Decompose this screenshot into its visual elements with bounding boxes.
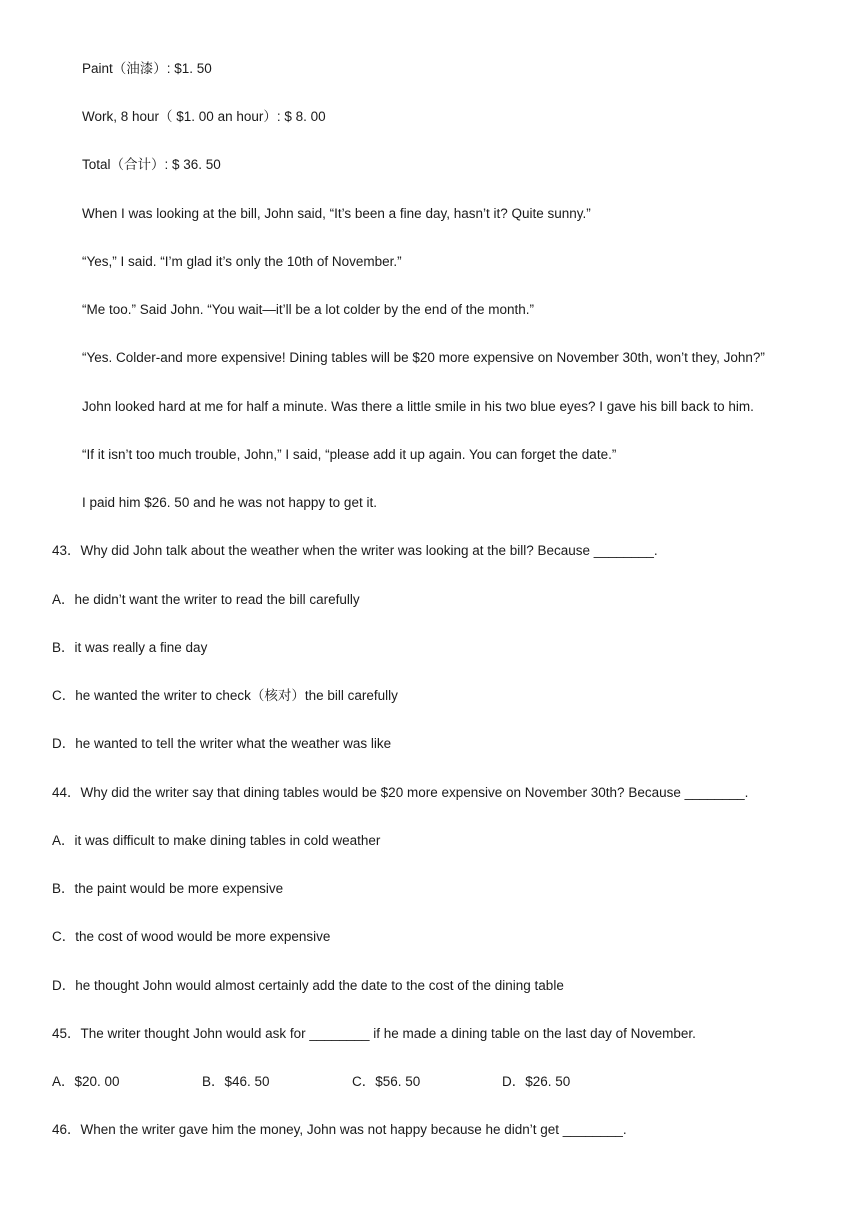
question-44-option-a[interactable]: A．it was difficult to make dining tables in cold weather <box>52 833 381 848</box>
passage-paragraph: “If it isn’t too much trouble, John,” I said, “please add it up again. You can forget the date.” <box>82 447 617 462</box>
question-43-option-a[interactable]: A．he didn’t want the writer to read the bill carefully <box>52 592 360 607</box>
question-44-option-b[interactable]: B．the paint would be more expensive <box>52 881 284 896</box>
passage-paragraph: “Yes,” I said. “I’m glad it’s only the 10th of November.” <box>82 254 402 269</box>
question-44-option-d[interactable]: D．he thought John would almost certainly add the date to the cost of the dining table <box>52 978 564 993</box>
question-43-stem: 43．Why did John talk about the weather when the writer was looking at the bill? Because ________. <box>52 543 658 558</box>
question-44-option-c[interactable]: C．the cost of wood would be more expensive <box>52 929 331 944</box>
question-43-option-b[interactable]: B．it was really a fine day <box>52 640 208 655</box>
bill-line-work: Work, 8 hour（ $1. 00 an hour）: $ 8. 00 <box>82 109 326 124</box>
passage-paragraph: When I was looking at the bill, John said, “It’s been a fine day, hasn’t it? Quite sunny.” <box>82 206 591 221</box>
question-45-option-b[interactable]: B．$46. 50 <box>202 1074 270 1089</box>
passage-paragraph: John looked hard at me for half a minute. Was there a little smile in his two blue eyes? I gave his bill back to him. <box>82 399 754 414</box>
question-43-option-c[interactable]: C．he wanted the writer to check（核对）the bill carefully <box>52 688 398 703</box>
bill-line-paint: Paint（油漆）: $1. 50 <box>82 61 212 76</box>
question-45-option-d[interactable]: D．$26. 50 <box>502 1074 571 1089</box>
passage-paragraph: I paid him $26. 50 and he was not happy to get it. <box>82 495 377 510</box>
question-44-stem: 44．Why did the writer say that dining tables would be $20 more expensive on November 30th? Because ________. <box>52 785 749 800</box>
question-45-options <box>52 1073 812 1091</box>
passage-paragraph: “Yes. Colder-and more expensive! Dining tables will be $20 more expensive on November 30th, won’t they, John?” <box>82 350 765 365</box>
passage-paragraph: “Me too.” Said John. “You wait—it’ll be a lot colder by the end of the month.” <box>82 302 534 317</box>
question-45-option-c[interactable]: C．$56. 50 <box>352 1074 421 1089</box>
question-43-option-d[interactable]: D．he wanted to tell the writer what the weather was like <box>52 736 392 751</box>
question-45-option-a[interactable]: A．$20. 00 <box>52 1074 120 1089</box>
bill-line-total: Total（合计）: $ 36. 50 <box>82 157 221 172</box>
question-46-stem: 46．When the writer gave him the money, John was not happy because he didn’t get ________. <box>52 1122 627 1137</box>
question-45-stem: 45．The writer thought John would ask for ________ if he made a dining table on the last day of November. <box>52 1026 696 1041</box>
